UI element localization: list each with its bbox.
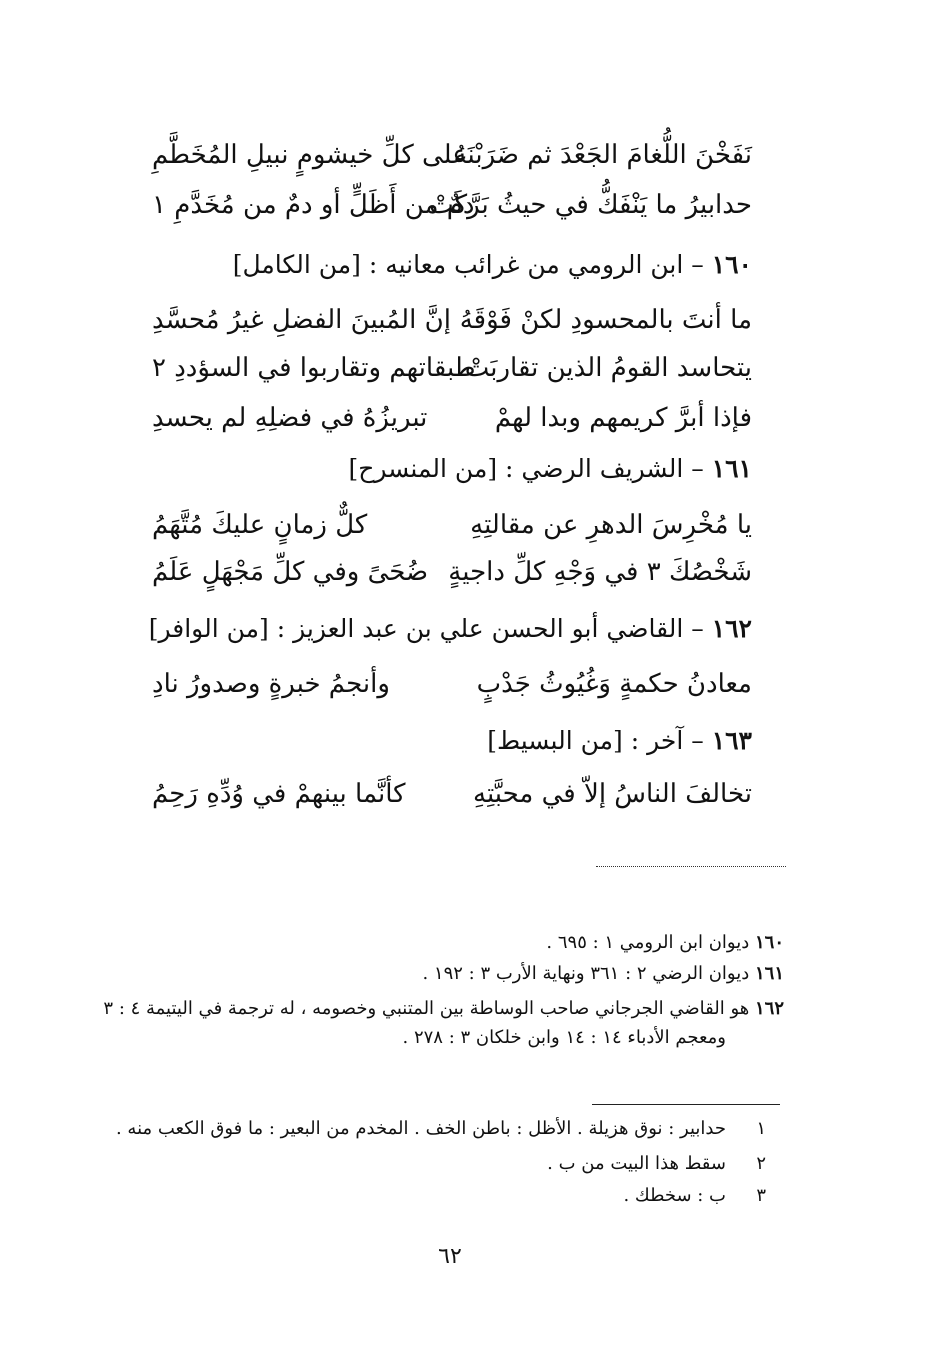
verse-second-hemistich: على كلِّ خيشومٍ نبيلِ المُخَطَّمِ — [152, 140, 468, 170]
verse-second-hemistich: طبقاتهم وتقاربوا في السؤددِ ٢ — [152, 353, 476, 383]
verse-second-hemistich: ضُحَىً وفي كلِّ مَجْهَلٍ عَلَمُ — [152, 557, 429, 587]
verse — [152, 135, 752, 175]
verse-first-hemistich: تخالفَ الناسُ إلاّ في محبَّتِهِ — [473, 779, 752, 809]
entry-title: – ابن الرومي من غرائب معانيه : [من الكامل] — [232, 250, 704, 279]
verse-first-hemistich: شَخْصُكَ ٣ في وَجْهِ كلِّ داجيةٍ — [448, 557, 752, 587]
verse — [152, 348, 752, 388]
footnote — [116, 1116, 766, 1142]
note-number: ١٦١ — [754, 963, 784, 984]
verse-first-hemistich: ما أنتَ بالمحسودِ لكنْ فَوْقَهُ — [459, 305, 752, 335]
entry-number: ١٦١ — [711, 454, 752, 483]
footnote-mark: ٣ — [756, 1185, 766, 1206]
verse — [152, 774, 752, 814]
entry-heading-162 — [149, 610, 752, 648]
source-note — [103, 996, 784, 1022]
verse-second-hemistich: إنَّ المُبينَ الفضلِ غيرُ مُحسَّدِ — [152, 305, 451, 335]
note-text: ديوان الرضي ٢ : ٣٦١ ونهاية الأرب ٣ : ١٩٢ . — [422, 963, 750, 984]
entry-heading-160 — [233, 246, 752, 284]
source-note — [546, 930, 784, 956]
verse-second-hemistich: تبريزُهُ في فضلِهِ لم يحسدِ — [152, 403, 428, 433]
entry-title: – الشريف الرضي : [من المنسرح] — [348, 454, 704, 483]
entry-heading-161 — [348, 450, 752, 488]
verse-second-hemistich: دمٌ من أَظَلٍّ أو دمٌ من مُخَدَّمِ ١ — [152, 190, 475, 220]
verse — [152, 185, 752, 225]
source-note — [422, 961, 784, 987]
footnote — [547, 1151, 766, 1177]
verse-first-hemistich: حدابيرُ ما يَنْفَكُّ في حيثُ بَرَّكَتْ — [429, 190, 752, 220]
note-text: ديوان ابن الرومي ١ : ٦٩٥ . — [546, 932, 750, 953]
verse-first-hemistich: فإذا أبرَّ كريمهم وبدا لهمْ — [494, 403, 752, 433]
footnote-mark: ٢ — [756, 1153, 766, 1174]
entry-number: ١٦٢ — [711, 614, 752, 643]
verse — [152, 552, 752, 592]
entry-title: – القاضي أبو الحسن علي بن عبد العزيز : [من الوافر] — [148, 614, 704, 643]
verse-second-hemistich: كلٌّ زمانٍ عليكَ مُتَّهَمُ — [152, 510, 368, 540]
footnote-text: حدابير : نوق هزيلة . الأظل : باطن الخف . المخدم من البعير : ما فوق الكعب منه . — [115, 1118, 726, 1139]
note-text: هو القاضي الجرجاني صاحب الوساطة بين المتنبي وخصومه ، له ترجمة في اليتيمة ٤ : ٣ — [103, 998, 750, 1019]
footnote-mark: ١ — [756, 1118, 766, 1139]
verse-first-hemistich: يتحاسد القومُ الذين تقاربَتْ — [464, 353, 752, 383]
entry-heading-163 — [487, 722, 752, 760]
verse — [152, 300, 752, 340]
source-note-continuation — [403, 1025, 726, 1051]
page-number: ٦٢ — [438, 1244, 462, 1269]
footnote-separator — [592, 1104, 780, 1105]
verse — [152, 664, 752, 704]
entry-number: ١٦٣ — [711, 726, 752, 755]
entry-title: – آخر : [من البسيط] — [487, 726, 704, 755]
verse-first-hemistich: نَفَخْنَ اللُّغامَ الجَعْدَ ثم ضَرَبْنَهُ — [453, 140, 752, 170]
verse-second-hemistich: كأنَّما بينهمْ في وُدِّهِ رَحِمُ — [152, 779, 406, 809]
notes-separator — [596, 866, 786, 867]
footnote-text: سقط هذا البيت من ب . — [547, 1153, 726, 1174]
verse-second-hemistich: وأنجمُ خبرةٍ وصدورُ نادِ — [152, 669, 390, 699]
verse — [152, 505, 752, 545]
verse — [152, 398, 752, 438]
footnote-text: ب : سخطك . — [623, 1185, 726, 1206]
footnote — [623, 1183, 766, 1209]
note-number: ١٦٢ — [754, 998, 784, 1019]
note-number: ١٦٠ — [754, 932, 784, 953]
verse-first-hemistich: يا مُخْرِسَ الدهرِ عن مقالتِهِ — [470, 510, 752, 540]
entry-number: ١٦٠ — [711, 250, 752, 279]
verse-first-hemistich: معادنُ حكمةٍ وَغُيُوثُ جَدْبٍ — [476, 669, 752, 699]
note-text: ومعجم الأدباء ١٤ : ١٤ وابن خلكان ٣ : ٢٧٨ . — [402, 1027, 726, 1048]
